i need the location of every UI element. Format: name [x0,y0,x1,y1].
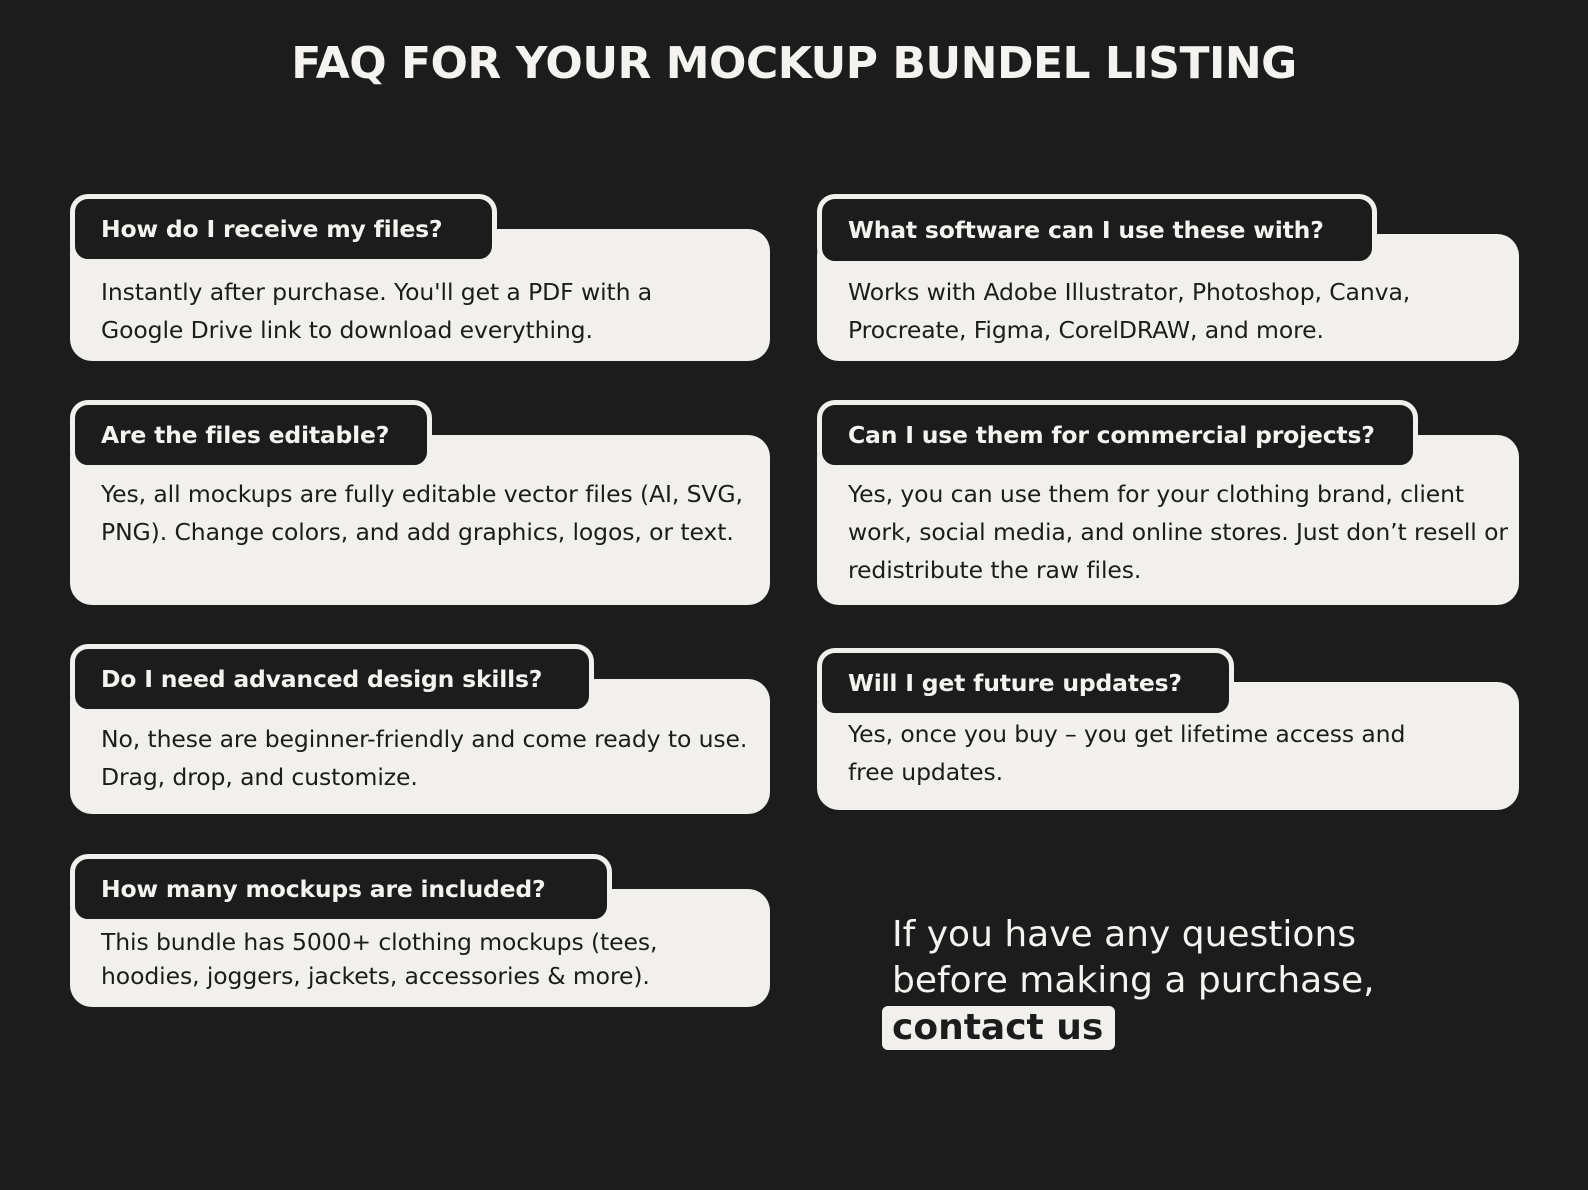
faq-answer: This bundle has 5000+ clothing mockups (tees, hoodies, joggers, jackets, accessories & more). [101,928,658,990]
faq-card-mockup-count [70,854,770,1007]
faq-question: What software can I use these with? [817,194,1377,266]
faq-card-software [817,194,1519,361]
faq-answer: Yes, all mockups are fully editable vector files (AI, SVG, PNG). Change colors, and add graphics, logos, or text. [101,480,743,546]
faq-card-commercial [817,400,1519,605]
page-title: FAQ FOR YOUR MOCKUP BUNDEL LISTING [291,38,1297,89]
faq-question: Will I get future updates? [817,648,1234,718]
faq-card-receive-files [70,194,770,361]
contact-text-line-2: before making a purchase, [892,960,1375,1001]
contact-block [892,912,1375,1051]
faq-question: How do I receive my files? [70,194,497,264]
faq-answer: Instantly after purchase. You'll get a PDF with a Google Drive link to download everything. [101,278,653,344]
faq-question: Do I need advanced design skills? [70,644,594,714]
faq-question: How many mockups are included? [70,854,612,924]
faq-answer: No, these are beginner-friendly and come ready to use. Drag, drop, and customize. [101,725,748,791]
faq-answer: Works with Adobe Illustrator, Photoshop, Canva, Procreate, Figma, CorelDRAW, and more. [848,278,1411,344]
contact-text-line-1: If you have any questions [892,914,1357,955]
faq-card-editable [70,400,770,605]
faq-answer: Yes, you can use them for your clothing brand, client work, social media, and online stores. Just don’t resell or redistribute the raw files. [848,480,1508,584]
faq-question: Are the files editable? [70,400,432,470]
faq-question: Can I use them for commercial projects? [817,400,1418,470]
faq-answer: Yes, once you buy – you get lifetime access and free updates. [848,720,1406,786]
faq-card-design-skills [70,644,770,814]
faq-card-future-updates [817,648,1519,810]
contact-us-link[interactable]: contact us [882,1006,1115,1050]
